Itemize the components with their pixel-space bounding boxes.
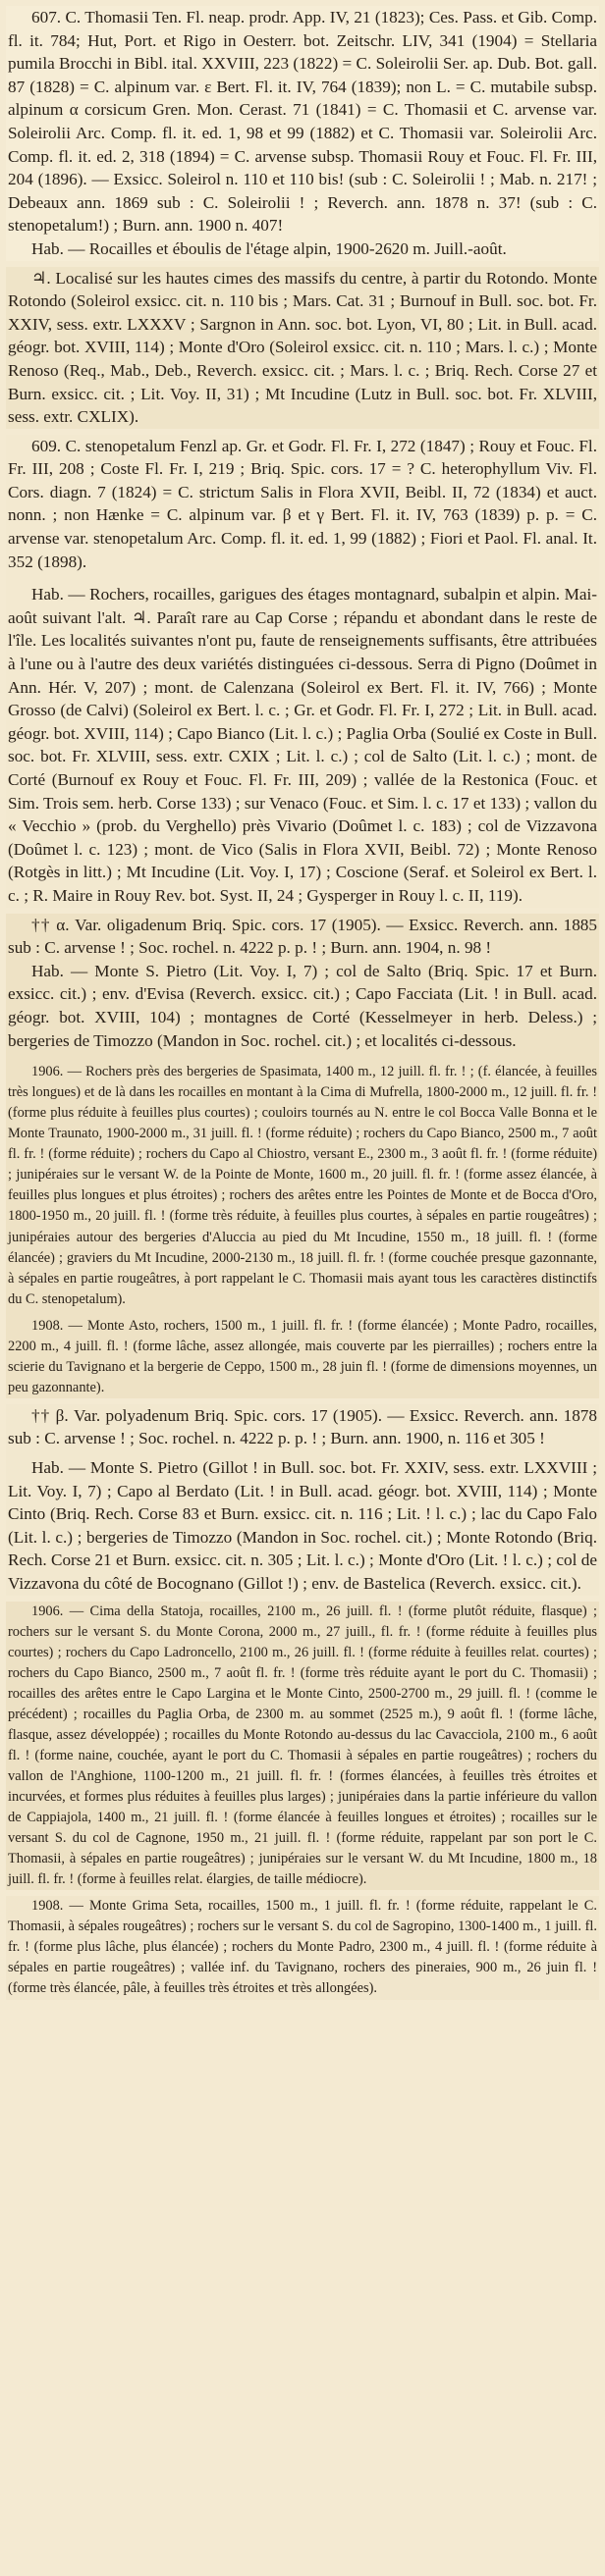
entry-607-localities: ♃. Localisé sur les hautes cimes des massifs du centre, à partir du Rotondo. Monte Rotondo (Soleirol exsicc. cit. n. 110 bis ; Mars. Cat. 31 ; Burnouf in Bull. soc. bot. Fr. XXIV, sess. extr. LXXXV ; Sargnon in Ann. soc. bot. Lyon, VI, 80 ; Lit. in Bull. acad. géogr. bot. XVIII, 114) ; Monte d'Oro (Soleirol exsicc. cit. n. 110 ; Mars. l. c.) ; Monte Renoso (Req., Mab., Deb., Reverch. exsicc. cit. ; Mars. l. c. ; Briq. Rech. Corse 27 et Burn. exsicc. cit. ; Lit. Voy. II, 31) ; Mt Incudine (Lutz in Bull. soc. bot. Fr. XLVIII, sess. extr. CXLIX). — [8, 268, 597, 427]
section-607-localities — [6, 267, 599, 429]
var-oligadenum-habitat: Hab. — Monte S. Pietro (Lit. Voy. I, 7) ; col de Salto (Briq. Spic. 17 et Burn. exsicc. cit.) ; env. d'Evisa (Reverch. exsicc. cit.) ; Capo Facciata (Lit. ! in Bull. acad. géogr. bot. XVIII, 104) ; montagnes de Corté (Kesselmeyer in herb. Deless.) ; bergeries de Timozzo (Mandon in Soc. rochel. cit.) ; et localités ci-dessous. — [8, 961, 597, 1050]
section-polyadenum-1906 — [6, 1602, 599, 1891]
entry-607-synonymy: 607. C. Thomasii Ten. Fl. neap. prodr. App. IV, 21 (1823); Ces. Pass. et Gib. Comp. fl. it. 784; Hut, Port. et Rigo in Oesterr. bot. Zeitschr. LIV, 341 (1904) = Stellaria pumila Brocchi in Bibl. ital. XXVIII, 223 (1822) = C. Soleirolii Ser. ap. Dub. Bot. gall. 87 (1828) = C. alpinum var. ε Bert. Fl. it. IV, 764 (1839); non L. = C. mutabile subsp. alpinum α corsicum Gren. Mon. Cerast. 71 (1841) = C. Thomasii et C. arvense var. Soleirolii Arc. Comp. fl. it. ed. 1, 98 et 99 (1882) et C. Thomasii var. Soleirolii Arc. Comp. fl. it. ed. 2, 318 (1894) = C. arvense subsp. Thomasii Rouy et Fouc. Fl. Fr. III, 204 (1896). — Exsicc. Soleirol n. 110 et 110 bis! (sub : C. Soleirolii ! ; Mab. n. 217! ; Debeaux ann. 1869 sub : C. Soleirolii ! ; Reverch. ann. 1878 n. 37! (sub : C. stenopetalum!) ; Burn. ann. 1900 n. 407! — [8, 8, 597, 236]
section-polyadenum-1908 — [6, 1896, 599, 1999]
var-oligadenum-1906: 1906. — Rochers près des bergeries de Spasimata, 1400 m., 12 juill. fl. fr. ! ; (f. élancée, à feuilles très longues) et de là dans les rocailles en montant à la Cima di Mufrella, 1800-2000 m., 12 juill. fl. fr. ! (forme plus réduite à feuilles plus courtes) ; couloirs tournés au N. entre le col Bocca Valle Bonna et le Monte Traunato, 1900-2000 m., 31 juill. fl. ! (forme réduite) ; rochers du Capo Bianco, 2500 m., 7 août fl. fr. ! (forme réduite) ; rochers du Capo al Chiostro, versant E., 2300 m., 3 août fl. fr. ! (forme réduite) ; junipéraies sur le versant W. de la Pointe de Monte, 1600 m., 20 juill. fl. fr. ! (forme assez élancée, à feuilles plus longues et plus étroites) ; rochers des arêtes entre les Pointes de Monte et de Bocca d'Oro, 1800-1950 m., 20 juill. fl. ! (forme très réduite, à feuilles plus courtes, à sépales en partie rougeâtres) ; junipéraies autour des bergeries d'Aluccia au pied du Mt Incudine, 1550 m., 18 juill. fl. ! (forme élancée) ; graviers du Mt Incudine, 2000-2130 m., 18 juill. fl. fr. ! (forme couchée presque gazonnante, à sépales en partie rougeâtres, à port rappelant le C. Thomasii mais ayant tous les caractères distinctifs du C. stenopetalum). — [8, 1064, 597, 1307]
var-polyadenum-heading: †† β. Var. polyadenum Briq. Spic. cors. 17 (1905). — Exsicc. Reverch. ann. 1878 sub : C. arvense ! ; Soc. rochel. n. 4222 p. p. ! ; Burn. ann. 1900, n. 116 et 305 ! — [8, 1405, 597, 1448]
section-607 — [6, 6, 599, 261]
section-var-polyadenum — [6, 1404, 599, 1596]
entry-609-synonymy: 609. C. stenopetalum Fenzl ap. Gr. et Godr. Fl. Fr. I, 272 (1847) ; Rouy et Fouc. Fl. Fr. III, 208 ; Coste Fl. Fr. I, 219 ; Briq. Spic. cors. 17 = ? C. heterophyllum Viv. Fl. Cors. diagn. 7 (1824) = C. strictum Salis in Flora XVII, Beibl. II, 72 (1834) et auct. nonn. ; non Hænke = C. alpinum var. β et γ Bert. Fl. it. IV, 763 (1839) p. p. = C. arvense var. stenopetalum Arc. Comp. fl. it. ed. 1, 99 (1882) ; Fiori et Paol. Fl. anal. It. 352 (1898). — [8, 436, 597, 571]
entry-607-habitat: Hab. — Rocailles et éboulis de l'étage alpin, 1900-2620 m. Juill.-août. — [31, 238, 507, 258]
var-oligadenum-1908: 1908. — Monte Asto, rochers, 1500 m., 1 juill. fl. fr. ! (forme élancée) ; Monte Padro, rocailles, 2200 m., 4 juill. fl. ! (forme lâche, assez allongée, mais couverte par les pierrailles) ; rochers entre la scierie du Tavignano et la bergerie de Ceppo, 1500 m., 28 juin fl. ! (forme de dimensions moyennes, un peu gazonnante). — [8, 1317, 597, 1395]
var-oligadenum-heading: †† α. Var. oligadenum Briq. Spic. cors. 17 (1905). — Exsicc. Reverch. ann. 1885 sub : C. arvense ! ; Soc. rochel. n. 4222 p. p. ! ; Burn. ann. 1904, n. 98 ! — [8, 915, 597, 958]
section-609 — [6, 435, 599, 908]
section-var-oligadenum — [6, 914, 599, 1398]
var-polyadenum-1908: 1908. — Monte Grima Seta, rocailles, 1500 m., 1 juill. fl. fr. ! (forme réduite, rappelant le C. Thomasii, à sépales rougeâtres) ; rochers sur le versant S. du col de Sagropino, 1300-1400 m., 1 juill. fl. fr. ! (forme plus lâche, plus élancée) ; rochers du Monte Padro, 2300 m., 4 juill. fl. ! (forme réduite à sépales en partie rougeâtres) ; vallée inf. du Tavignano, rochers des pineraies, 900 m., 26 juin fl. ! (forme très élancée, pâle, à feuilles très étroites et très allongées). — [8, 1898, 597, 1997]
var-polyadenum-1906: 1906. — Cima della Statoja, rocailles, 2100 m., 26 juill. fl. ! (forme plutôt réduite, flasque) ; rochers sur le versant S. du Monte Corona, 2000 m., 27 juill., fl. fr. ! (forme réduite à feuilles plus courtes) ; rochers du Capo Ladroncello, 2100 m., 26 juill. fl. ! (forme réduite à feuilles relat. courtes) ; rochers du Capo Bianco, 2500 m., 7 août fl. fr. ! (forme très réduite ayant le port du C. Thomasii) ; rocailles des arêtes entre le Capo Largina et le Monte Cinto, 2500-2700 m., 29 juill. fl. ! (comme le précédent) ; rocailles du Paglia Orba, de 2300 m. au sommet (2525 m.), 9 août fl. ! (forme lâche, flasque, assez développée) ; rocailles du Monte Rotondo au-dessus du lac Cavacciola, 2100 m., 6 août fl. ! (forme naine, couchée, ayant le port du C. Thomasii à sépales en partie rougeâtres) ; rochers du vallon de l'Anghione, 1100-1200 m., 21 juill. fl. fr. ! (formes élancées, à feuilles très étroites et incurvées, et formes plus réduites à feuilles plus larges) ; junipéraies dans la partie inférieure du vallon de Cappiajola, 1400 m., 21 juill. fl. ! (forme élancée à feuilles longues et étroites) ; rocailles sur le versant S. du col de Cagnone, 1950 m., 21 juill. fl. ! (forme réduite, rappelant par son port le C. Thomasii, à sépales en partie rougeâtres) ; junipéraies sur le versant W. du Mt Incudine, 1800 m., 18 juill. fl. fr. ! (forme à feuilles relat. élargies, de taille médiocre). — [8, 1603, 597, 1888]
var-polyadenum-habitat: Hab. — Monte S. Pietro (Gillot ! in Bull. soc. bot. Fr. XXIV, sess. extr. LXXVIII ; Lit. Voy. I, 7) ; Capo al Berdato (Lit. ! in Bull. acad. géogr. bot. XVIII, 114) ; Monte Cinto (Briq. Rech. Corse 83 et Burn. exsicc. cit. n. 116 ; Lit. ! l. c.) ; lac du Capo Falo (Lit. l. c.) ; bergeries de Timozzo (Mandon in Soc. rochel. cit.) ; Monte Rotondo (Briq. Rech. Corse 21 et Burn. exsicc. cit. n. 305 ; Lit. l. c.) ; Monte d'Oro (Lit. ! l. c.) ; col de Vizzavona du côté de Bocognano (Gillot !) ; env. de Bastelica (Reverch. exsicc. cit.). — [8, 1458, 597, 1594]
entry-609-habitat: Hab. — Rochers, rocailles, garigues des étages montagnard, subalpin et alpin. Mai-août suivant l'alt. ♃. Paraît rare au Cap Corse ; répandu et abondant dans le reste de l'île. Les localités suivantes n'ont pu, faute de renseignements suffisants, être attribuées à l'une ou à l'autre des deux variétés distinguées ci-dessous. Serra di Pigno (Doûmet in Ann. Hér. V, 207) ; mont. de Calenzana (Soleirol ex Bert. Fl. it. IV, 766) ; Monte Grosso (de Calvi) (Soleirol ex Bert. l. c. ; Gr. et Godr. Fl. Fr. I, 272 ; Lit. in Bull. acad. géogr. bot. XVIII, 114) ; Capo Bianco (Lit. l. c.) ; Paglia Orba (Soulié ex Coste in Bull. soc. bot. Fr. XLVIII, sess. extr. CXIX ; Lit. l. c.) ; col de Salto (Lit. l. c.) ; mont. de Corté (Burnouf ex Rouy et Fouc. Fl. Fr. III, 209) ; vallée de la Restonica (Fouc. et Sim. Trois sem. herb. Corse 133) ; sur Venaco (Fouc. et Sim. l. c. 17 et 133) ; vallon du « Vecchio » (prob. du Verghello) près Vivario (Doûmet l. c. 183) ; col de Vizzavona (Doûmet l. c. 123) ; mont. de Vico (Salis in Flora XVII, Beibl. 72) ; Monte Renoso (Rotgès in litt.) ; Mt Incudine (Lit. Voy. I, 17) ; Coscione (Seraf. et Soleirol ex Bert. l. c. ; R. Maire in Rouy Rev. bot. Syst. II, 24 ; Gysperger in Rouy l. c. II, 119). — [8, 585, 597, 905]
